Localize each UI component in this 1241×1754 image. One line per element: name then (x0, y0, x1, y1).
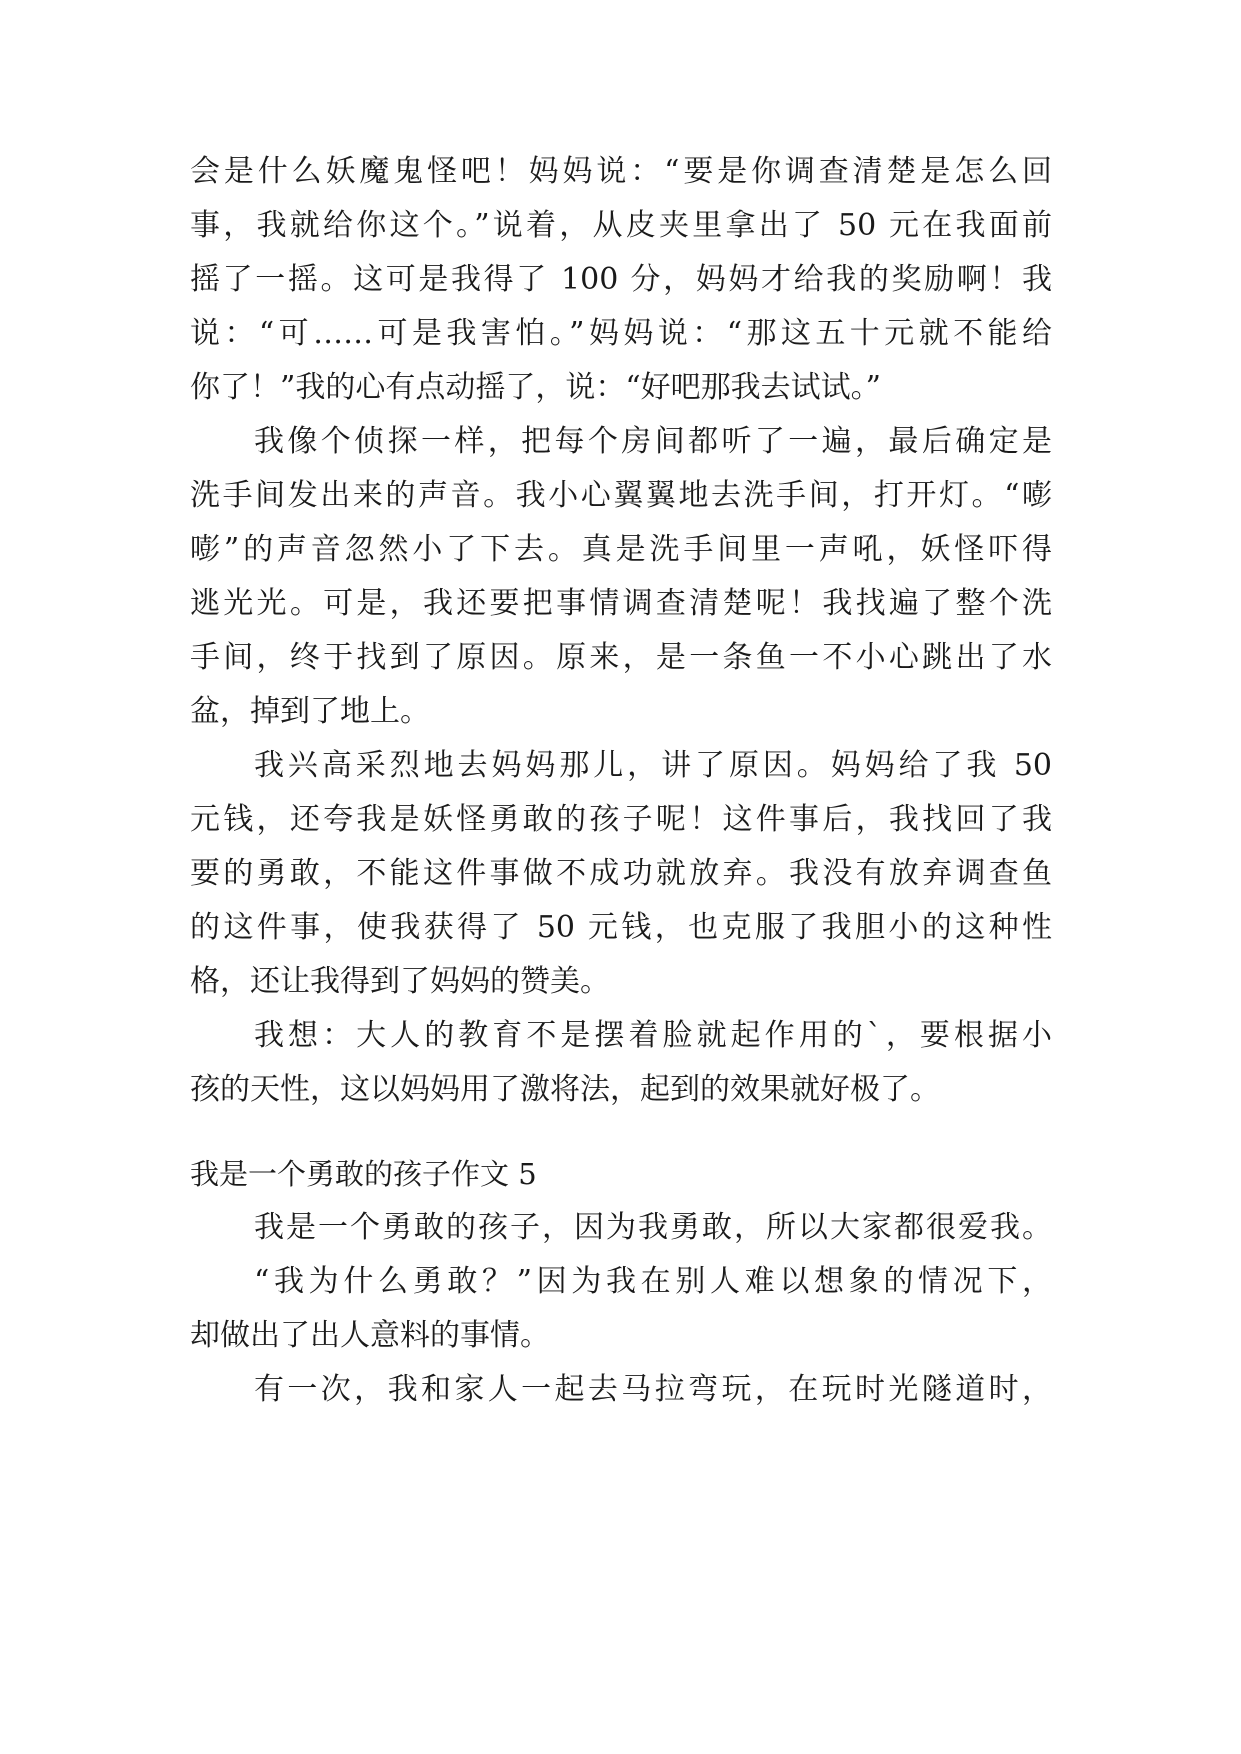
paragraph-start: 我像个侦探一样，把每个房间都听了一遍，最后确定是 (254, 424, 1052, 459)
text-line: 元钱，还夸我是妖怪勇敢的孩子呢！这件事后，我找回了我 (190, 802, 1052, 837)
text-line: 逃光光。可是，我还要把事情调查清楚呢！我找遍了整个洗 (190, 586, 1052, 621)
text-line: 摇了一摇。这可是我得了 100 分，妈妈才给我的奖励啊！我 (190, 262, 1052, 297)
text-line: 盆，掉到了地上。 (190, 694, 430, 729)
section-heading: 我是一个勇敢的孩子作文 5 (190, 1157, 537, 1191)
paragraph-start: 有一次，我和家人一起去马拉弯玩，在玩时光隧道时， (254, 1372, 1052, 1407)
text-line: 会是什么妖魔鬼怪吧！妈妈说：“要是你调查清楚是怎么回 (190, 154, 1052, 189)
text-line: 的这件事，使我获得了 50 元钱，也克服了我胆小的这种性 (190, 910, 1052, 945)
paragraph-start: 我兴高采烈地去妈妈那儿，讲了原因。妈妈给了我 50 (254, 748, 1052, 783)
paragraph-start: “我为什么勇敢？”因为我在别人难以想象的情况下， (254, 1264, 1052, 1299)
text-line: 事，我就给你这个。”说着，从皮夹里拿出了 50 元在我面前 (190, 208, 1052, 243)
paragraph-start: 我是一个勇敢的孩子，因为我勇敢，所以大家都很爱我。 (254, 1210, 1052, 1245)
text-line: 孩的天性，这以妈妈用了激将法，起到的效果就好极了。 (190, 1072, 940, 1107)
text-line: 嘭”的声音忽然小了下去。真是洗手间里一声吼，妖怪吓得 (190, 532, 1052, 567)
text-line: 你了！”我的心有点动摇了，说：“好吧那我去试试。” (190, 370, 882, 405)
text-line: 手间，终于找到了原因。原来，是一条鱼一不小心跳出了水 (190, 640, 1052, 675)
text-line: 要的勇敢，不能这件事做不成功就放弃。我没有放弃调查鱼 (190, 856, 1052, 891)
text-line: 却做出了出人意料的事情。 (190, 1318, 550, 1353)
text-line: 说：“可……可是我害怕。”妈妈说：“那这五十元就不能给 (190, 316, 1052, 351)
text-line: 洗手间发出来的声音。我小心翼翼地去洗手间，打开灯。“嘭 (190, 478, 1052, 513)
paragraph-start: 我想：大人的教育不是摆着脸就起作用的`，要根据小 (254, 1018, 1052, 1053)
text-line: 格，还让我得到了妈妈的赞美。 (190, 964, 610, 999)
